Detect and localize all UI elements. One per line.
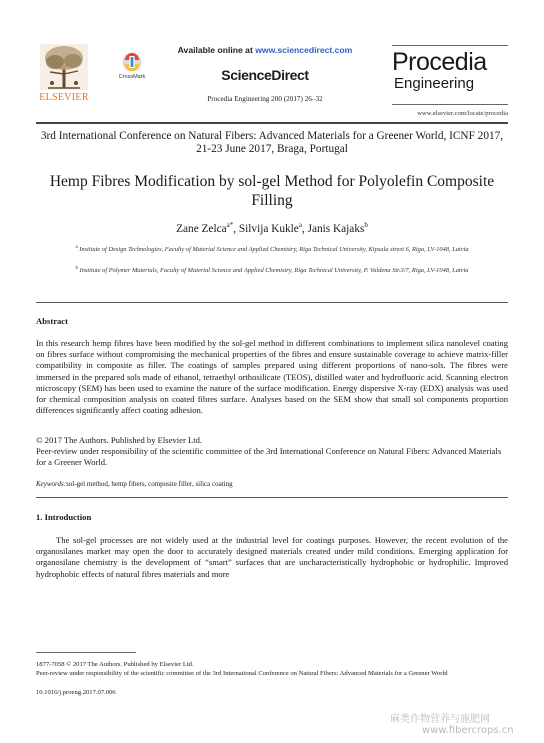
logo-rule-bottom	[392, 104, 508, 105]
keywords-value: sol-gel method, hemp fibers, composite filler, silica coating	[66, 480, 233, 488]
author-name: Silvija Kukle	[238, 222, 299, 235]
introduction-body: The sol-gel processes are not widely used at the industrial level for coatings purposes. However, the recent evolution of the organosilanes market may open the door to accurately designed materials created under mild conditions. Emerging application for organosilane chemistry is the development of “smart” surfaces that are uncharacteristically hydrophobic or hydrophilic. Improved hydrophobic effects of natural fibres materials and more	[36, 535, 508, 579]
crossmark-label: CrossMark	[118, 74, 146, 80]
keywords-line	[36, 479, 508, 490]
affiliation-sup: b	[75, 266, 78, 271]
elsevier-tree-icon	[40, 44, 88, 90]
footer-doi[interactable]: 10.1016/j.proeng.2017.07.006	[36, 689, 116, 696]
author-name: Janis Kajaks	[307, 222, 365, 235]
elsevier-logo	[34, 44, 94, 106]
author-name: Zane Zelca	[176, 222, 227, 235]
paper-title: Hemp Fibres Modification by sol-gel Method for Polyolefin Composite Filling	[49, 173, 495, 209]
title-divider	[36, 302, 508, 303]
abstract-divider	[36, 497, 508, 498]
abstract-heading: Abstract	[36, 316, 68, 326]
footer-peer-review: Peer-review under responsibility of the scientific committee of the 3rd International Conference on Natural Fibers: Advanced Materials for a Greener World	[36, 670, 448, 677]
engineering-wordmark: Engineering	[394, 75, 475, 92]
author-affil-sup: a	[226, 221, 230, 229]
available-online	[150, 45, 380, 55]
procedia-wordmark: Procedia	[392, 48, 487, 76]
section-heading-introduction: 1. Introduction	[36, 512, 92, 522]
elsevier-wordmark: ELSEVIER	[39, 92, 89, 103]
sciencedirect-link[interactable]: www.sciencedirect.com	[255, 45, 353, 55]
copyright-line: © 2017 The Authors. Published by Elsevier Ltd.	[36, 435, 203, 445]
footer-issn: 1877-7058 © 2017 The Authors. Published by Elsevier Ltd.	[36, 661, 194, 668]
footer-divider	[36, 652, 136, 653]
author-list: Zane Zelca$^{a*}$, Silvija Kukle$^a$, Janis Kajaks$^b$	[176, 221, 368, 235]
crossmark-icon	[122, 52, 142, 72]
available-prefix: Available online at	[177, 45, 253, 55]
sciencedirect-logo: ScienceDirect	[221, 67, 309, 83]
conference-line: 3rd International Conference on Natural Fibers: Advanced Materials for a Greener World, ICNF 2017, 21-23 June 2017, Braga, Portugal	[40, 130, 504, 155]
author-affil-sup: a	[298, 221, 302, 229]
abstract-body: In this research hemp fibres have been modified by the sol-gel method in different combinations to implement silica nanolevel coating on fibres surface without compromising the mechanical properties of the fibres and ensure sustainable coverage to achieve matrix-filler compatibility in composite as filler. The coatings of samples prepared using different proportions of nano-sols. The fibres were immersed in the prepared sols made of ethanol, tetraethyl orthosilicate (TEOS), distilled water and hydrofluoric acid. Scanning electron microscopy (SEM) has been used to examine the nature of the surface modification. Energy dispersive X-ray (EDX) analysis was used for chemical composition analysis on coated fibres surface. Analyses based on the SEM show that small sol components proportion differences significantly affect coating adhesion.	[36, 338, 508, 416]
corresponding-mark: *	[229, 221, 234, 229]
affiliation-text: Institute of Polymer Materials, Faculty of Material Science and Applied Chemistry, Riga Technical University, P. Valdena Str.3/7, Riga, LV-1048, Latvia	[79, 267, 469, 275]
logo-rule-top	[392, 45, 508, 46]
affiliation-text: Institute of Design Technologies, Faculty of Material Science and Applied Chemistry, Riga Technical University, Kipsala street 6, Riga, LV-1048, Latvia	[79, 246, 469, 254]
procedia-link[interactable]: www.elsevier.com/locate/procedia	[417, 110, 508, 117]
affiliation	[60, 243, 484, 254]
keywords-label: Keywords:	[36, 480, 67, 488]
affiliation	[60, 264, 484, 275]
watermark-text: 麻类作物营养与施肥网	[390, 714, 490, 725]
watermark-url: www.fibercrops.cn	[422, 725, 514, 736]
crossmark-badge[interactable]	[113, 52, 151, 86]
author-affil-sup: b	[364, 221, 368, 229]
peer-review-note: Peer-review under responsibility of the scientific committee of the 3rd International Conference on Natural Fibers: Advanced Materials for a Greener World.	[36, 446, 502, 468]
header-divider	[36, 122, 508, 124]
affiliation-sup: a	[75, 245, 78, 250]
journal-reference: Procedia Engineering 200 (2017) 26–32	[207, 95, 323, 103]
